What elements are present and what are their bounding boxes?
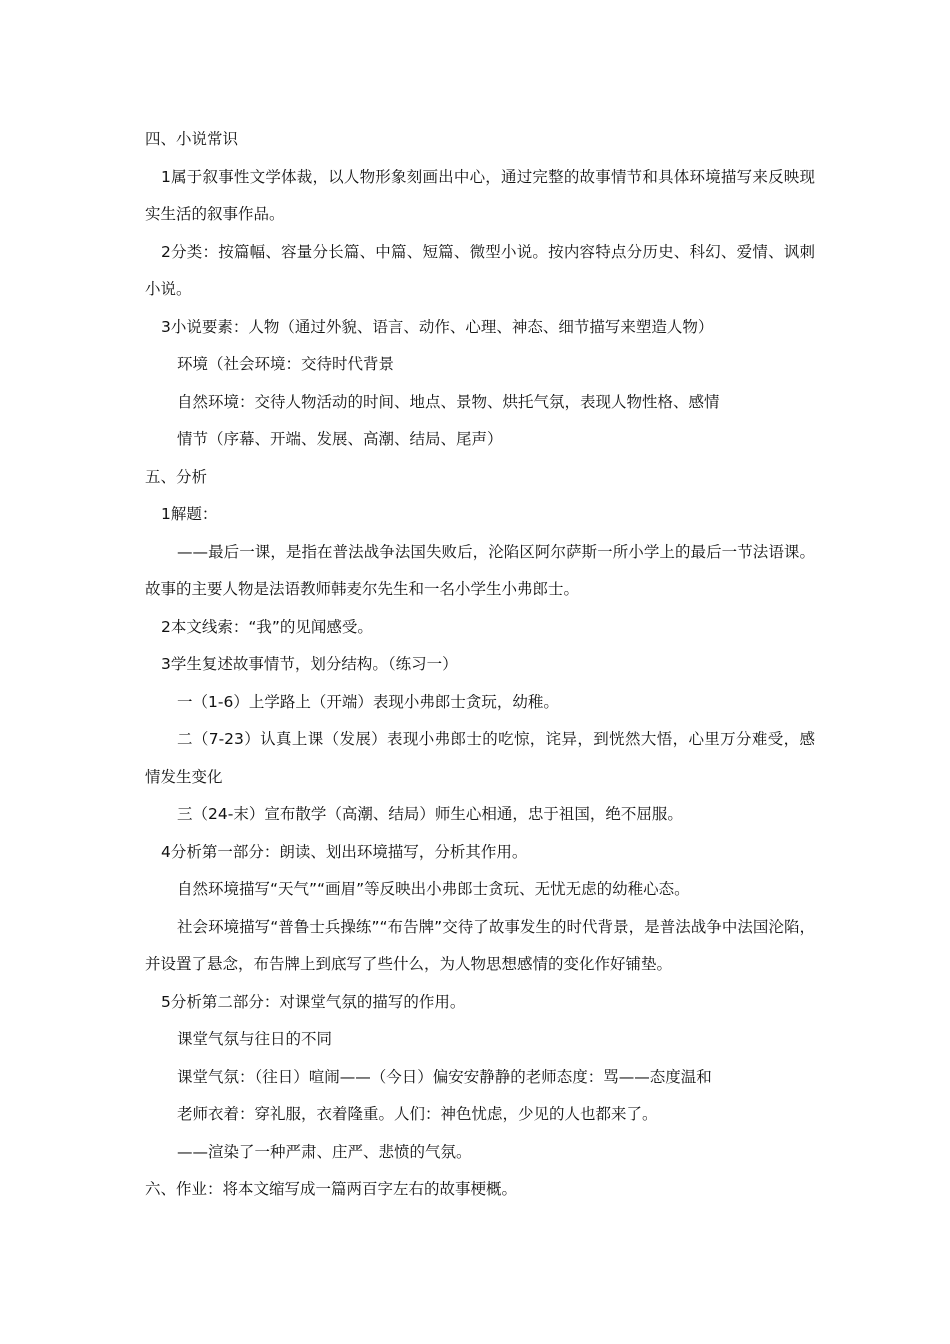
section-heading-homework: 六、作业：将本文缩写成一篇两百字左右的故事梗概。: [145, 1180, 518, 1198]
paragraph-natural-description: 自然环境描写“天气”“画眉”等反映出小弗郎士贪玩、无忧无虑的幼稚心态。: [177, 880, 690, 898]
section-heading-analysis: 五、分析: [145, 467, 208, 486]
paragraph-analysis-part-one: 4分析第一部分：朗读、划出环境描写，分析其作用。: [161, 842, 528, 861]
paragraph-structure: 3学生复述故事情节，划分结构。（练习一）: [161, 655, 458, 673]
paragraph-atmosphere-summary: ——渲染了一种严肃、庄严、悲愤的气氛。: [177, 1142, 472, 1161]
paragraph-social-description: 社会环境描写“普鲁士兵操练”“布告牌”交待了故事发生的时代背景，是普法战争中法国沦陷，并设置了悬念，布告牌上到底写了些什么，为人物思想感情的变化作好铺垫。: [145, 917, 815, 973]
paragraph-analysis-part-two: 5分析第二部分：对课堂气氛的描写的作用。: [161, 992, 466, 1011]
paragraph-classroom-difference: 课堂气氛与往日的不同: [177, 1030, 333, 1048]
paragraph-novel-classification: 2分类：按篇幅、容量分长篇、中篇、短篇、微型小说。按内容特点分历史、科幻、爱情、讽刺小说。: [145, 242, 815, 298]
paragraph-part-three: 三（24-末）宣布散学（高潮、结局）师生心相通，忠于祖国，绝不屈服。: [177, 805, 683, 823]
paragraph-classroom-atmosphere: 课堂气氛：（往日）喧闹——（今日）偏安安静静的老师态度：骂——态度温和: [177, 1067, 712, 1086]
paragraph-part-one: 一（1-6）上学路上（开端）表现小弗郎士贪玩，幼稚。: [177, 692, 559, 711]
paragraph-title-explanation-label: 1解题：: [161, 505, 218, 523]
paragraph-part-two: 二（7-23）认真上课（发展）表现小弗郎士的吃惊，诧异，到恍然大悟，心里万分难受，感情发生变化: [145, 730, 815, 786]
section-heading-novel-knowledge: 四、小说常识: [145, 130, 239, 148]
paragraph-clue: 2本文线索：“我”的见闻感受。: [161, 617, 373, 636]
paragraph-novel-definition: 1属于叙事性文学体裁，以人物形象刻画出中心，通过完整的故事情节和具体环境描写来反映现实生活的叙事作品。: [145, 167, 815, 223]
paragraph-plot: 情节（序幕、开端、发展、高潮、结局、尾声）: [177, 430, 503, 448]
document-body: [145, 121, 815, 1209]
paragraph-teacher-attire: 老师衣着：穿礼服，衣着隆重。人们：神色忧虑，少见的人也都来了。: [177, 1105, 658, 1123]
paragraph-title-explanation: ——最后一课，是指在普法战争法国失败后，沦陷区阿尔萨斯一所小学上的最后一节法语课。故事的主要人物是法语教师韩麦尔先生和一名小学生小弗郎士。: [145, 542, 815, 598]
paragraph-novel-elements: 3小说要素：人物（通过外貌、语言、动作、心理、神态、细节描写来塑造人物）: [161, 317, 714, 336]
paragraph-social-environment: 环境（社会环境：交待时代背景: [177, 355, 395, 373]
paragraph-natural-environment: 自然环境：交待人物活动的时间、地点、景物、烘托气氛，表现人物性格、感情: [177, 392, 720, 411]
